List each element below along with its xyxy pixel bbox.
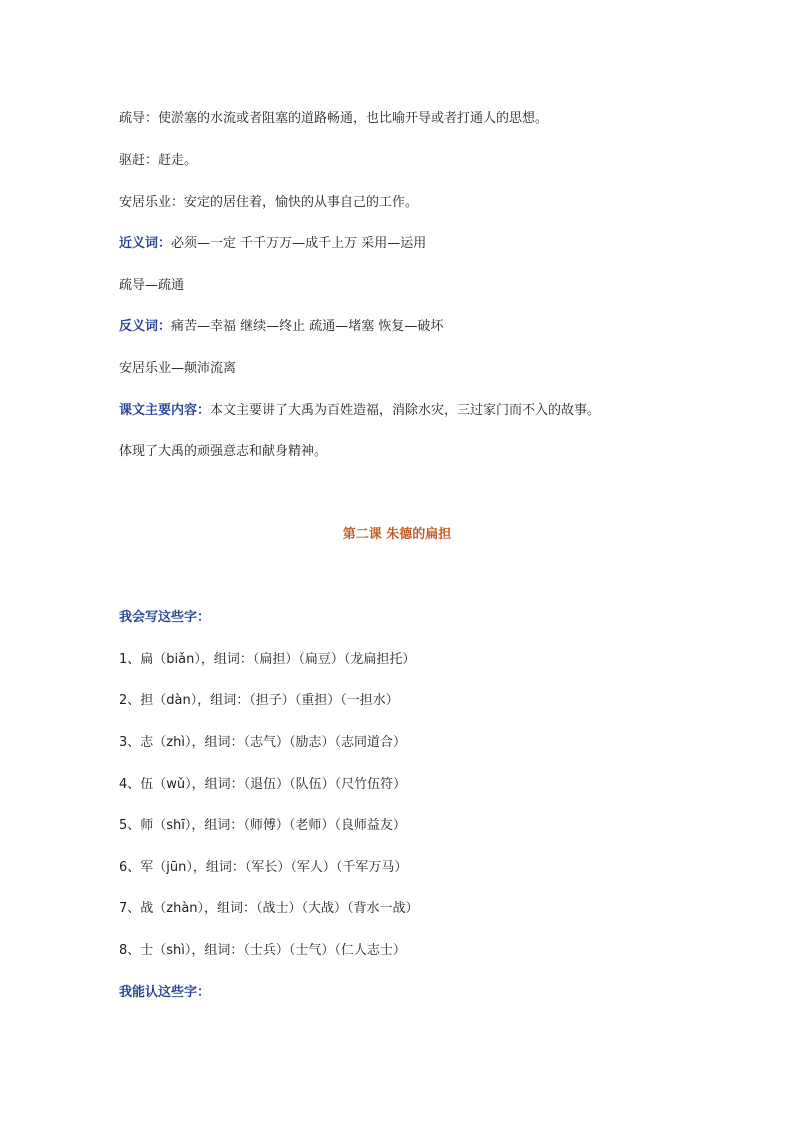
synonyms-continued: 疏导—疏通 (119, 278, 185, 293)
definition-qugan: 驱赶：赶走。 (119, 153, 198, 168)
synonyms-label: 近义词： (119, 236, 172, 251)
lesson-title: 第二课 朱德的扁担 (342, 527, 452, 542)
summary-text: 本文主要讲了大禹为百姓造福，消除水灾，三过家门而不入的故事。 (210, 403, 601, 418)
synonyms-line (119, 235, 426, 253)
definition-shudao: 疏导：使淤塞的水流或者阻塞的道路畅通，也比喻开导或者打通人的思想。 (119, 111, 549, 126)
read-heading: 我能认这些字： (119, 985, 211, 1000)
summary-line (119, 402, 600, 420)
definition-anjuleye: 安居乐业：安定的居住着，愉快的从事自己的工作。 (119, 195, 419, 210)
char-item: 1、扁（biǎn），组词：（扁担）（扁豆）（龙扁担托） (119, 652, 416, 667)
antonyms-continued: 安居乐业—颠沛流离 (119, 361, 237, 376)
char-item: 6、军（jūn），组词：（军长）（军人）（千军万马） (119, 860, 408, 875)
summary-label: 课文主要内容： (119, 403, 211, 418)
char-item: 7、战（zhàn），组词：（战士）（大战）（背水一战） (119, 901, 419, 916)
char-item: 5、师（shī），组词：（师傅）（老师）（良师益友） (119, 818, 406, 833)
summary-continued: 体现了大禹的顽强意志和献身精神。 (119, 444, 328, 459)
char-item: 3、志（zhì），组词：（志气）（励志）（志同道合） (119, 735, 406, 750)
antonyms-text: 痛苦—幸福 继续—终止 疏通—堵塞 恢复—破坏 (171, 319, 444, 334)
char-item: 4、伍（wǔ），组词：（退伍）（队伍）（尺竹伍符） (119, 777, 407, 792)
char-item: 8、士（shì），组词：（士兵）（士气）（仁人志士） (119, 943, 406, 958)
antonyms-line (119, 318, 443, 336)
char-item: 2、担（dàn），组词：（担子）（重担）（一担水） (119, 693, 399, 708)
write-heading: 我会写这些字： (119, 610, 211, 625)
synonyms-text: 必须—一定 千千万万—成千上万 采用—运用 (171, 236, 427, 251)
antonyms-label: 反义词： (119, 319, 172, 334)
